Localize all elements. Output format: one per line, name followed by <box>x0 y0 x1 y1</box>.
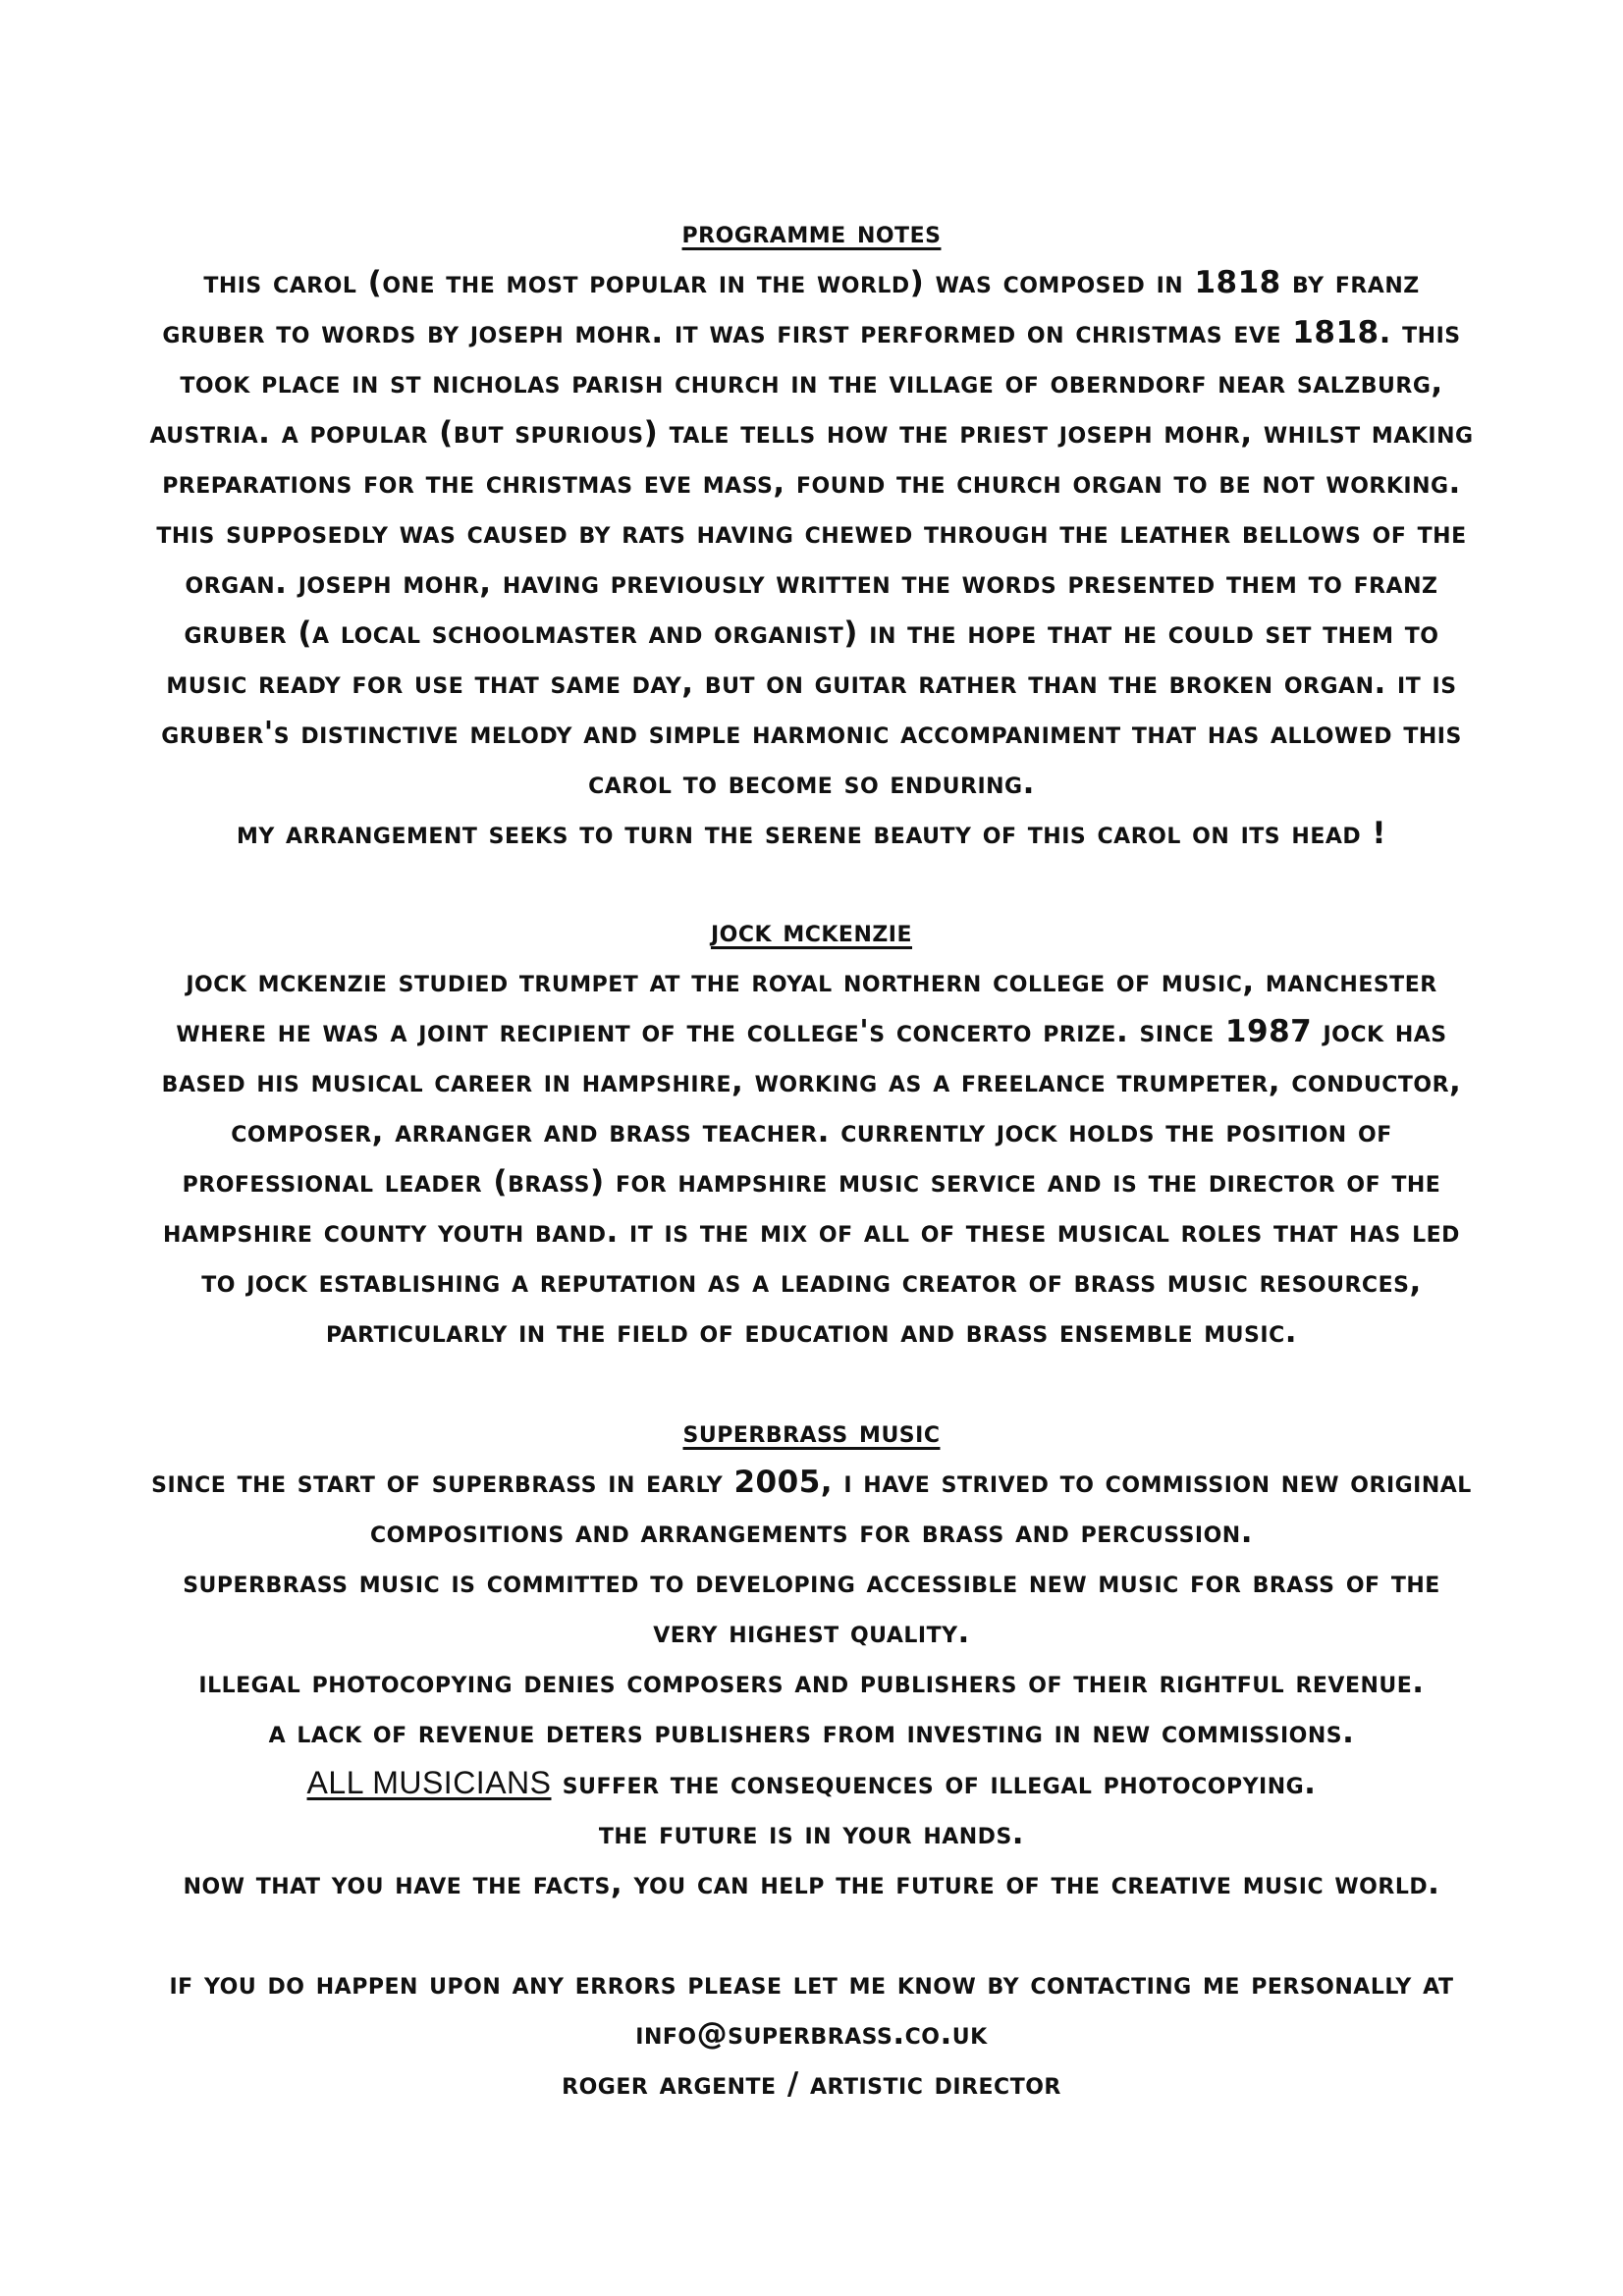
contact-section <box>147 1959 1476 2109</box>
signature: roger argente / artistic director <box>562 2066 1061 2102</box>
publisher-section <box>147 1408 1476 1909</box>
publisher-line-commitment: superbrass music is committed to developing accessible new music for brass of the very highest quality. <box>183 1565 1440 1650</box>
musicians-line-rest: suffer the consequences of illegal photocopying. <box>551 1766 1317 1801</box>
all-musicians-emphasis: ALL MUSICIANS <box>306 1765 552 1800</box>
section-spacer <box>147 1358 1476 1408</box>
publisher-line-musicians <box>147 1758 1476 1809</box>
composer-section <box>147 907 1476 1358</box>
publisher-line-future: the future is in your hands. <box>598 1816 1025 1851</box>
programme-notes-page <box>147 208 1476 2109</box>
composer-heading: jock mckenzie <box>710 914 913 949</box>
programme-notes-body: this carol (one the most popular in the world) was composed in 1818 by franz gruber to words by joseph mohr. it was first performed on christmas eve 1818. this took place in st nicholas parish church in the village of oberndorf near salzburg, austria. a popular (but spurious) tale tells how the priest joseph mohr, whilst making preparations for the christmas eve mass, found the church organ to be not working. this supposedly was caused by rats having chewed through the leather bellows of the organ. joseph mohr, having previously written the words presented them to franz gruber (a local schoolmaster and organist) in the hope that he could set them to music ready for use that same day, but on guitar rather than the broken organ. it is gruber's distinctive melody and simple harmonic accompaniment that has allowed this carol to become so enduring. <box>149 265 1474 801</box>
programme-notes-section <box>147 208 1476 859</box>
publisher-line-revenue: a lack of revenue deters publishers from investing in new commissions. <box>268 1715 1355 1750</box>
publisher-line-photocopying: illegal photocopying denies composers and publishers of their rightful revenue. <box>198 1665 1425 1700</box>
section-spacer <box>147 1909 1476 1959</box>
section-spacer <box>147 859 1476 907</box>
publisher-line-commission: since the start of superbrass in early 2005, i have strived to commission new original compositions and arrangements for brass and percussion. <box>151 1465 1472 1550</box>
publisher-line-facts: now that you have the facts, you can help the future of the creative music world. <box>183 1866 1440 1901</box>
publisher-heading: superbrass music <box>682 1415 941 1450</box>
errors-contact-line: if you do happen upon any errors please let me know by contacting me personally at <box>169 1966 1454 2002</box>
programme-notes-heading: programme notes <box>681 215 942 250</box>
composer-bio: jock mckenzie studied trumpet at the royal northern college of music, manchester where he was a joint recipient of the college's concerto prize. since 1987 jock has based his musical career in hampshire, working as a freelance trumpeter, conductor, composer, arranger and brass teacher. currently jock holds the position of professional leader (brass) for hampshire music service and is the director of the hampshire county youth band. it is the mix of all of these musical roles that has led to jock establishing a reputation as a leading creator of brass music resources, particularly in the field of education and brass ensemble music. <box>161 964 1462 1350</box>
arrangement-note: my arrangement seeks to turn the serene beauty of this carol on its head ! <box>236 816 1387 851</box>
contact-email: info@superbrass.co.uk <box>635 2016 988 2052</box>
